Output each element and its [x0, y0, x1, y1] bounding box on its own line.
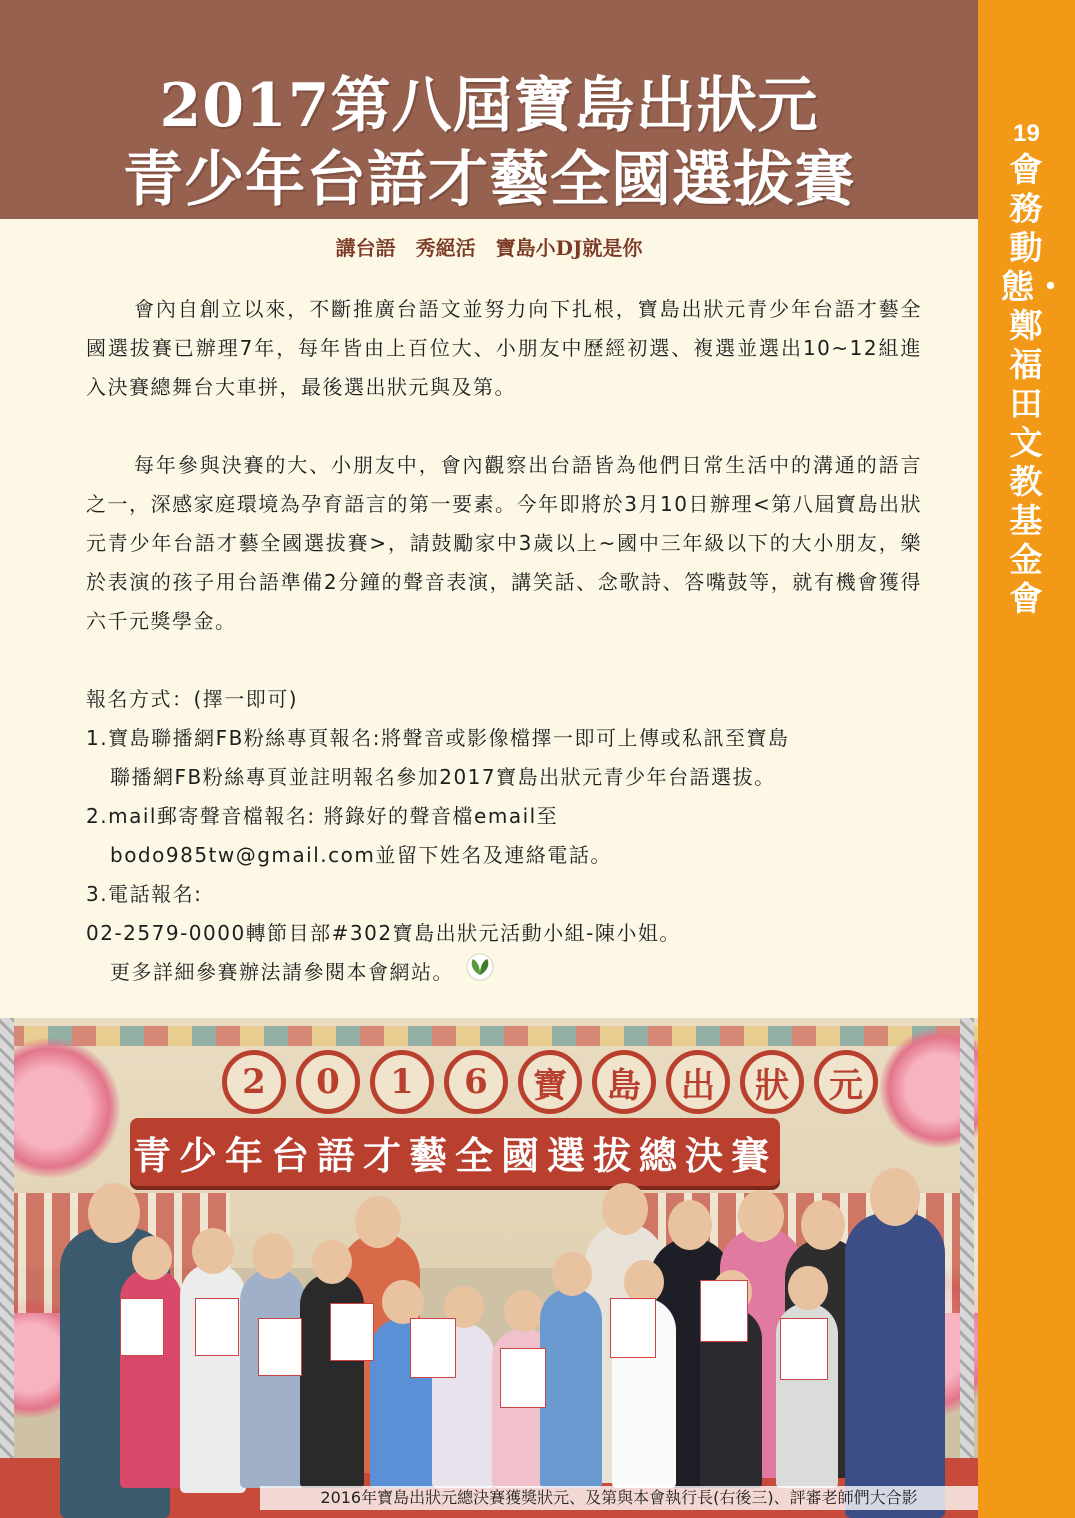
certificate	[700, 1280, 748, 1342]
person-head	[801, 1200, 845, 1250]
bunting-decoration	[0, 1026, 978, 1046]
certificate	[610, 1298, 656, 1358]
person-figure	[540, 1288, 602, 1488]
registration-email: bodo985tw@gmail.com並留下姓名及連絡電話。	[110, 843, 612, 867]
certificate	[330, 1303, 374, 1361]
certificate	[500, 1348, 546, 1408]
registration-item-3: 3.電話報名:	[86, 882, 203, 906]
person-head	[312, 1240, 352, 1284]
closing-text: 更多詳細參賽辦法請參閱本會網站。	[110, 960, 454, 984]
title-line-1: 2017第八屆寶島出狀元	[159, 71, 819, 141]
banner-circle: 元	[814, 1050, 878, 1114]
banner-ribbon: 青少年台語才藝全國選拔總決賽	[130, 1118, 780, 1186]
certificate	[780, 1318, 828, 1380]
section-sidebar	[978, 0, 1075, 1518]
certificate	[195, 1298, 239, 1356]
person-head	[738, 1190, 784, 1242]
page-header	[0, 0, 978, 219]
title-line-2: 青少年台語才藝全國選拔賽	[123, 145, 855, 215]
banner-circle: 6	[444, 1050, 508, 1114]
person-head	[788, 1266, 828, 1310]
banner-circle: 1	[370, 1050, 434, 1114]
paragraph-event: 每年參與決賽的大、小朋友中，會內觀察出台語皆為他們日常生活中的溝通的語言之一，深感家庭環境為孕育語言的第一要素。今年即將於3月10日辦理<第八屆寶島出狀元青少年台語才藝全國選拔賽>，請鼓勵家中3歲以上~國中三年級以下的大小朋友，樂於表演的孩子用台語準備2分鐘的聲音表演，講笑話、念歌詩、答嘴鼓等，就有機會獲得六千元獎學金。	[86, 453, 922, 633]
person-head	[504, 1290, 544, 1332]
stage-truss	[960, 1018, 974, 1518]
person-head	[132, 1236, 172, 1280]
banner-circle: 2	[222, 1050, 286, 1114]
registration-item-1: 1.寶島聯播網FB粉絲專頁報名:將聲音或影像檔擇一即可上傳或私訊至寶島	[86, 726, 790, 750]
person-head	[88, 1183, 140, 1243]
certificate	[258, 1318, 302, 1376]
article-body	[86, 290, 922, 994]
person-head	[870, 1168, 920, 1226]
subtitle: 講台語 秀絕活 寶島小DJ就是你	[335, 236, 643, 260]
page-number: 19	[1013, 120, 1040, 147]
person-figure	[240, 1268, 306, 1488]
banner-circle: 出	[666, 1050, 730, 1114]
certificate	[410, 1318, 456, 1378]
paragraph-intro: 會內自創立以來，不斷推廣台語文並努力向下扎根，寶島出狀元青少年台語才藝全國選拔賽已辦理7年，每年皆由上百位大、小朋友中歷經初選、複選並選出10~12組進入決賽總舞台大車拼，最後選出狀元與及第。	[86, 297, 922, 399]
closing-line	[86, 953, 922, 994]
banner-circle: 0	[296, 1050, 360, 1114]
person-head	[252, 1233, 294, 1279]
banner-year-circles	[222, 1050, 878, 1114]
banner-circle: 狀	[740, 1050, 804, 1114]
banner-circle: 島	[592, 1050, 656, 1114]
registration-heading: 報名方式：(擇一即可)	[86, 687, 299, 711]
person-head	[192, 1228, 234, 1274]
person-head	[668, 1200, 712, 1250]
banner-circle: 寶	[518, 1050, 582, 1114]
group-photo	[0, 1018, 978, 1518]
leaf-icon	[466, 953, 494, 994]
section-label: 會務動態・鄭福田文教基金會	[1001, 150, 1067, 618]
photo-caption: 2016年寶島出狀元總決賽獲獎狀元、及第與本會執行長(右後三)、評審老師們大合影	[260, 1486, 978, 1510]
registration-item-2: 2.mail郵寄聲音檔報名: 將錄好的聲音檔email至	[86, 804, 559, 828]
person-head	[355, 1196, 401, 1248]
person-head	[602, 1183, 648, 1235]
stage-truss	[0, 1018, 14, 1518]
certificate	[120, 1298, 164, 1356]
registration-item-1-cont: 聯播網FB粉絲專頁並註明報名參加2017寶島出狀元青少年台語選拔。	[110, 765, 776, 789]
registration-phone: 02-2579-0000轉節目部#302寶島出狀元活動小組-陳小姐。	[86, 921, 681, 945]
person-head	[552, 1252, 592, 1296]
person-figure	[845, 1213, 945, 1518]
